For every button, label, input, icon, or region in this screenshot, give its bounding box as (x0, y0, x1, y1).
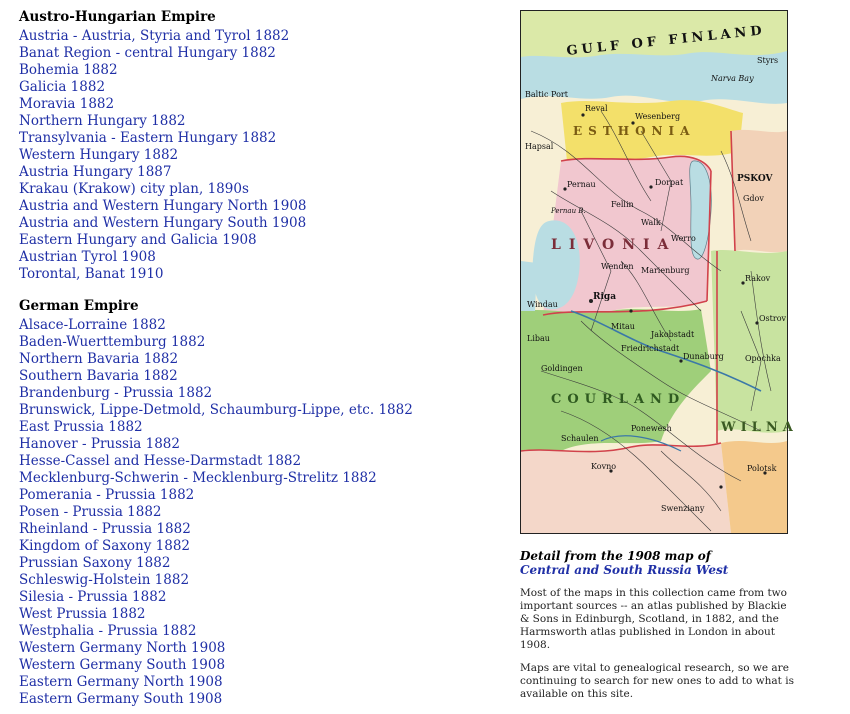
list-item (19, 60, 499, 77)
map-link[interactable]: Banat Region - central Hungary 1882 (19, 45, 276, 61)
map-label-walk: Walk (641, 218, 661, 227)
map-label-wesenberg: Wesenberg (635, 112, 681, 121)
map-link[interactable]: Baden-Wuerttemburg 1882 (19, 334, 206, 350)
map-label-pernau-bay: Pernau B. (551, 207, 586, 215)
caption-title: Detail from the 1908 map of (520, 549, 711, 563)
map-label-fellin: Fellin (611, 200, 634, 209)
map-link[interactable]: Hesse-Cassel and Hesse-Darmstadt 1882 (19, 453, 302, 469)
section-heading: German Empire (19, 298, 139, 314)
list-item (19, 604, 499, 621)
map-label-marienburg: Marienburg (641, 266, 690, 275)
map-label-livonia: LIVONIA (551, 237, 677, 253)
map-link[interactable]: Western Hungary 1882 (19, 147, 179, 163)
map-label-courland: COURLAND (551, 392, 686, 407)
map-label-opochka: Opochka (745, 354, 781, 363)
map-label-narva-bay: Narva Bay (711, 74, 754, 83)
map-label-goldingen: Goldingen (541, 364, 583, 373)
map-link[interactable]: Posen - Prussia 1882 (19, 504, 162, 520)
map-link[interactable]: West Prussia 1882 (19, 606, 146, 622)
map-label-kovno: Kovno (591, 462, 617, 471)
map-link[interactable]: Southern Bavaria 1882 (19, 368, 178, 384)
map-label-hapsal: Hapsal (525, 142, 554, 151)
map-link[interactable]: Rheinland - Prussia 1882 (19, 521, 191, 537)
map-label-friedrichstadt: Friedrichstadt (621, 344, 680, 353)
map-label-gulf: GULF OF FINLAND (565, 23, 767, 59)
map-label-polotsk: Polotsk (747, 464, 777, 473)
map-link-list (19, 26, 499, 281)
map-label-riga: Riga (593, 292, 617, 302)
map-link[interactable]: Austria and Western Hungary South 1908 (19, 215, 307, 231)
list-item (19, 349, 499, 366)
list-item (19, 468, 499, 485)
map-label-ostrov: Ostrov (759, 314, 787, 323)
map-link[interactable]: Galicia 1882 (19, 79, 106, 95)
map-label-mitau: Mitau (611, 322, 635, 331)
map-link[interactable]: Silesia - Prussia 1882 (19, 589, 167, 605)
map-link[interactable]: Pomerania - Prussia 1882 (19, 487, 195, 503)
map-link[interactable]: Eastern Germany South 1908 (19, 691, 223, 707)
list-item (19, 128, 499, 145)
list-item (19, 196, 499, 213)
list-item (19, 230, 499, 247)
section-heading: Austro-Hungarian Empire (19, 9, 216, 25)
map-link[interactable]: Northern Bavaria 1882 (19, 351, 179, 367)
list-item (19, 162, 499, 179)
list-item (19, 111, 499, 128)
map-link[interactable]: Eastern Hungary and Galicia 1908 (19, 232, 257, 248)
list-item (19, 179, 499, 196)
map-link[interactable]: Northern Hungary 1882 (19, 113, 186, 129)
list-item (19, 570, 499, 587)
map-label-baltic-port: Baltic Port (525, 90, 568, 99)
map-link[interactable]: Schleswig-Holstein 1882 (19, 572, 190, 588)
caption-paragraph-2: Maps are vital to genealogical research, so we are continuing to search for new ones to add to what is available on this site. (520, 662, 794, 700)
map-link[interactable]: Austria - Austria, Styria and Tyrol 1882 (19, 28, 290, 44)
list-item (19, 383, 499, 400)
map-wilna (721, 441, 787, 533)
map-label-pskov: PSKOV (737, 174, 773, 184)
map-link[interactable]: Alsace-Lorraine 1882 (19, 317, 166, 333)
list-item (19, 77, 499, 94)
map-link[interactable]: Westphalia - Prussia 1882 (19, 623, 197, 639)
list-item (19, 400, 499, 417)
section-spacer (19, 281, 499, 298)
map-link[interactable]: Mecklenburg-Schwerin - Mecklenburg-Strelitz 1882 (19, 470, 377, 486)
map-link[interactable]: Western Germany South 1908 (19, 657, 226, 673)
link-lists (19, 9, 499, 706)
map-link[interactable]: Bohemia 1882 (19, 62, 118, 78)
list-item (19, 621, 499, 638)
map-label-schaulen: Schaulen (561, 434, 599, 443)
list-item (19, 213, 499, 230)
map-link[interactable]: Torontal, Banat 1910 (19, 266, 164, 282)
list-item (19, 43, 499, 60)
map-link[interactable]: Eastern Germany North 1908 (19, 674, 223, 690)
map-pskov (731, 130, 787, 252)
map-label-libau: Libau (527, 334, 550, 343)
map-detail-image[interactable] (520, 10, 798, 534)
map-link[interactable]: Brunswick, Lippe-Detmold, Schaumburg-Lippe, etc. 1882 (19, 402, 413, 418)
list-item (19, 145, 499, 162)
map-link[interactable]: Kingdom of Saxony 1882 (19, 538, 191, 554)
list-item (19, 672, 499, 689)
list-item (19, 94, 499, 111)
list-item (19, 587, 499, 604)
list-item (19, 502, 499, 519)
map-label-dunaburg: Dunaburg (683, 352, 724, 361)
map-label-gdov: Gdov (743, 194, 764, 203)
list-item (19, 332, 499, 349)
map-label-windau: Windau (527, 300, 558, 309)
list-item (19, 655, 499, 672)
map-label-wilna: WILNA (721, 420, 798, 435)
map-link[interactable]: Austria Hungary 1887 (19, 164, 172, 180)
map-link[interactable]: Western Germany North 1908 (19, 640, 226, 656)
list-item (19, 638, 499, 655)
map-label-rakov: Rakov (745, 274, 771, 283)
caption-map-link[interactable]: Central and South Russia West (520, 563, 729, 577)
map-link-list (19, 315, 499, 706)
map-label-jakobstadt: Jakobstadt (651, 330, 695, 339)
map-link[interactable]: Hanover - Prussia 1882 (19, 436, 180, 452)
map-label-dorpat: Dorpat (655, 178, 684, 187)
map-label-werro: Werro (671, 234, 696, 243)
map-link[interactable]: Transylvania - Eastern Hungary 1882 (19, 130, 277, 146)
map-link[interactable]: Austria and Western Hungary North 1908 (19, 198, 307, 214)
map-link[interactable]: Austrian Tyrol 1908 (19, 249, 156, 265)
list-item (19, 417, 499, 434)
caption-paragraph-1: Most of the maps in this collection came from two important sources -- an atlas published by Blackie & Sons in Edinburgh, Scotland, in 1882, and the Harmsworth atlas published in London in about 1908. (520, 587, 787, 651)
map-label-ponewesh: Ponewesh (631, 424, 672, 433)
list-item (19, 264, 499, 281)
list-item (19, 451, 499, 468)
list-item (19, 689, 499, 706)
map-link[interactable]: East Prussia 1882 (19, 419, 143, 435)
map-label-reval: Reval (585, 104, 608, 113)
map-label-swenziany: Swenziany (661, 504, 705, 513)
map-label-styrs: Styrs (757, 56, 779, 65)
list-item (19, 366, 499, 383)
map-label-wenden: Wenden (601, 262, 634, 271)
list-item (19, 519, 499, 536)
map-link[interactable]: Brandenburg - Prussia 1882 (19, 385, 213, 401)
list-item (19, 26, 499, 43)
list-item (19, 247, 499, 264)
map-caption (520, 549, 820, 701)
map-link[interactable]: Prussian Saxony 1882 (19, 555, 171, 571)
list-item (19, 315, 499, 332)
list-item (19, 536, 499, 553)
list-item (19, 553, 499, 570)
map-label-esthonia: ESTHONIA (573, 124, 696, 138)
list-item (19, 434, 499, 451)
map-label-pernau: Pernau (567, 180, 596, 189)
map-svg (521, 11, 798, 533)
list-item (19, 485, 499, 502)
map-link[interactable]: Krakau (Krakow) city plan, 1890s (19, 181, 249, 197)
map-link[interactable]: Moravia 1882 (19, 96, 115, 112)
